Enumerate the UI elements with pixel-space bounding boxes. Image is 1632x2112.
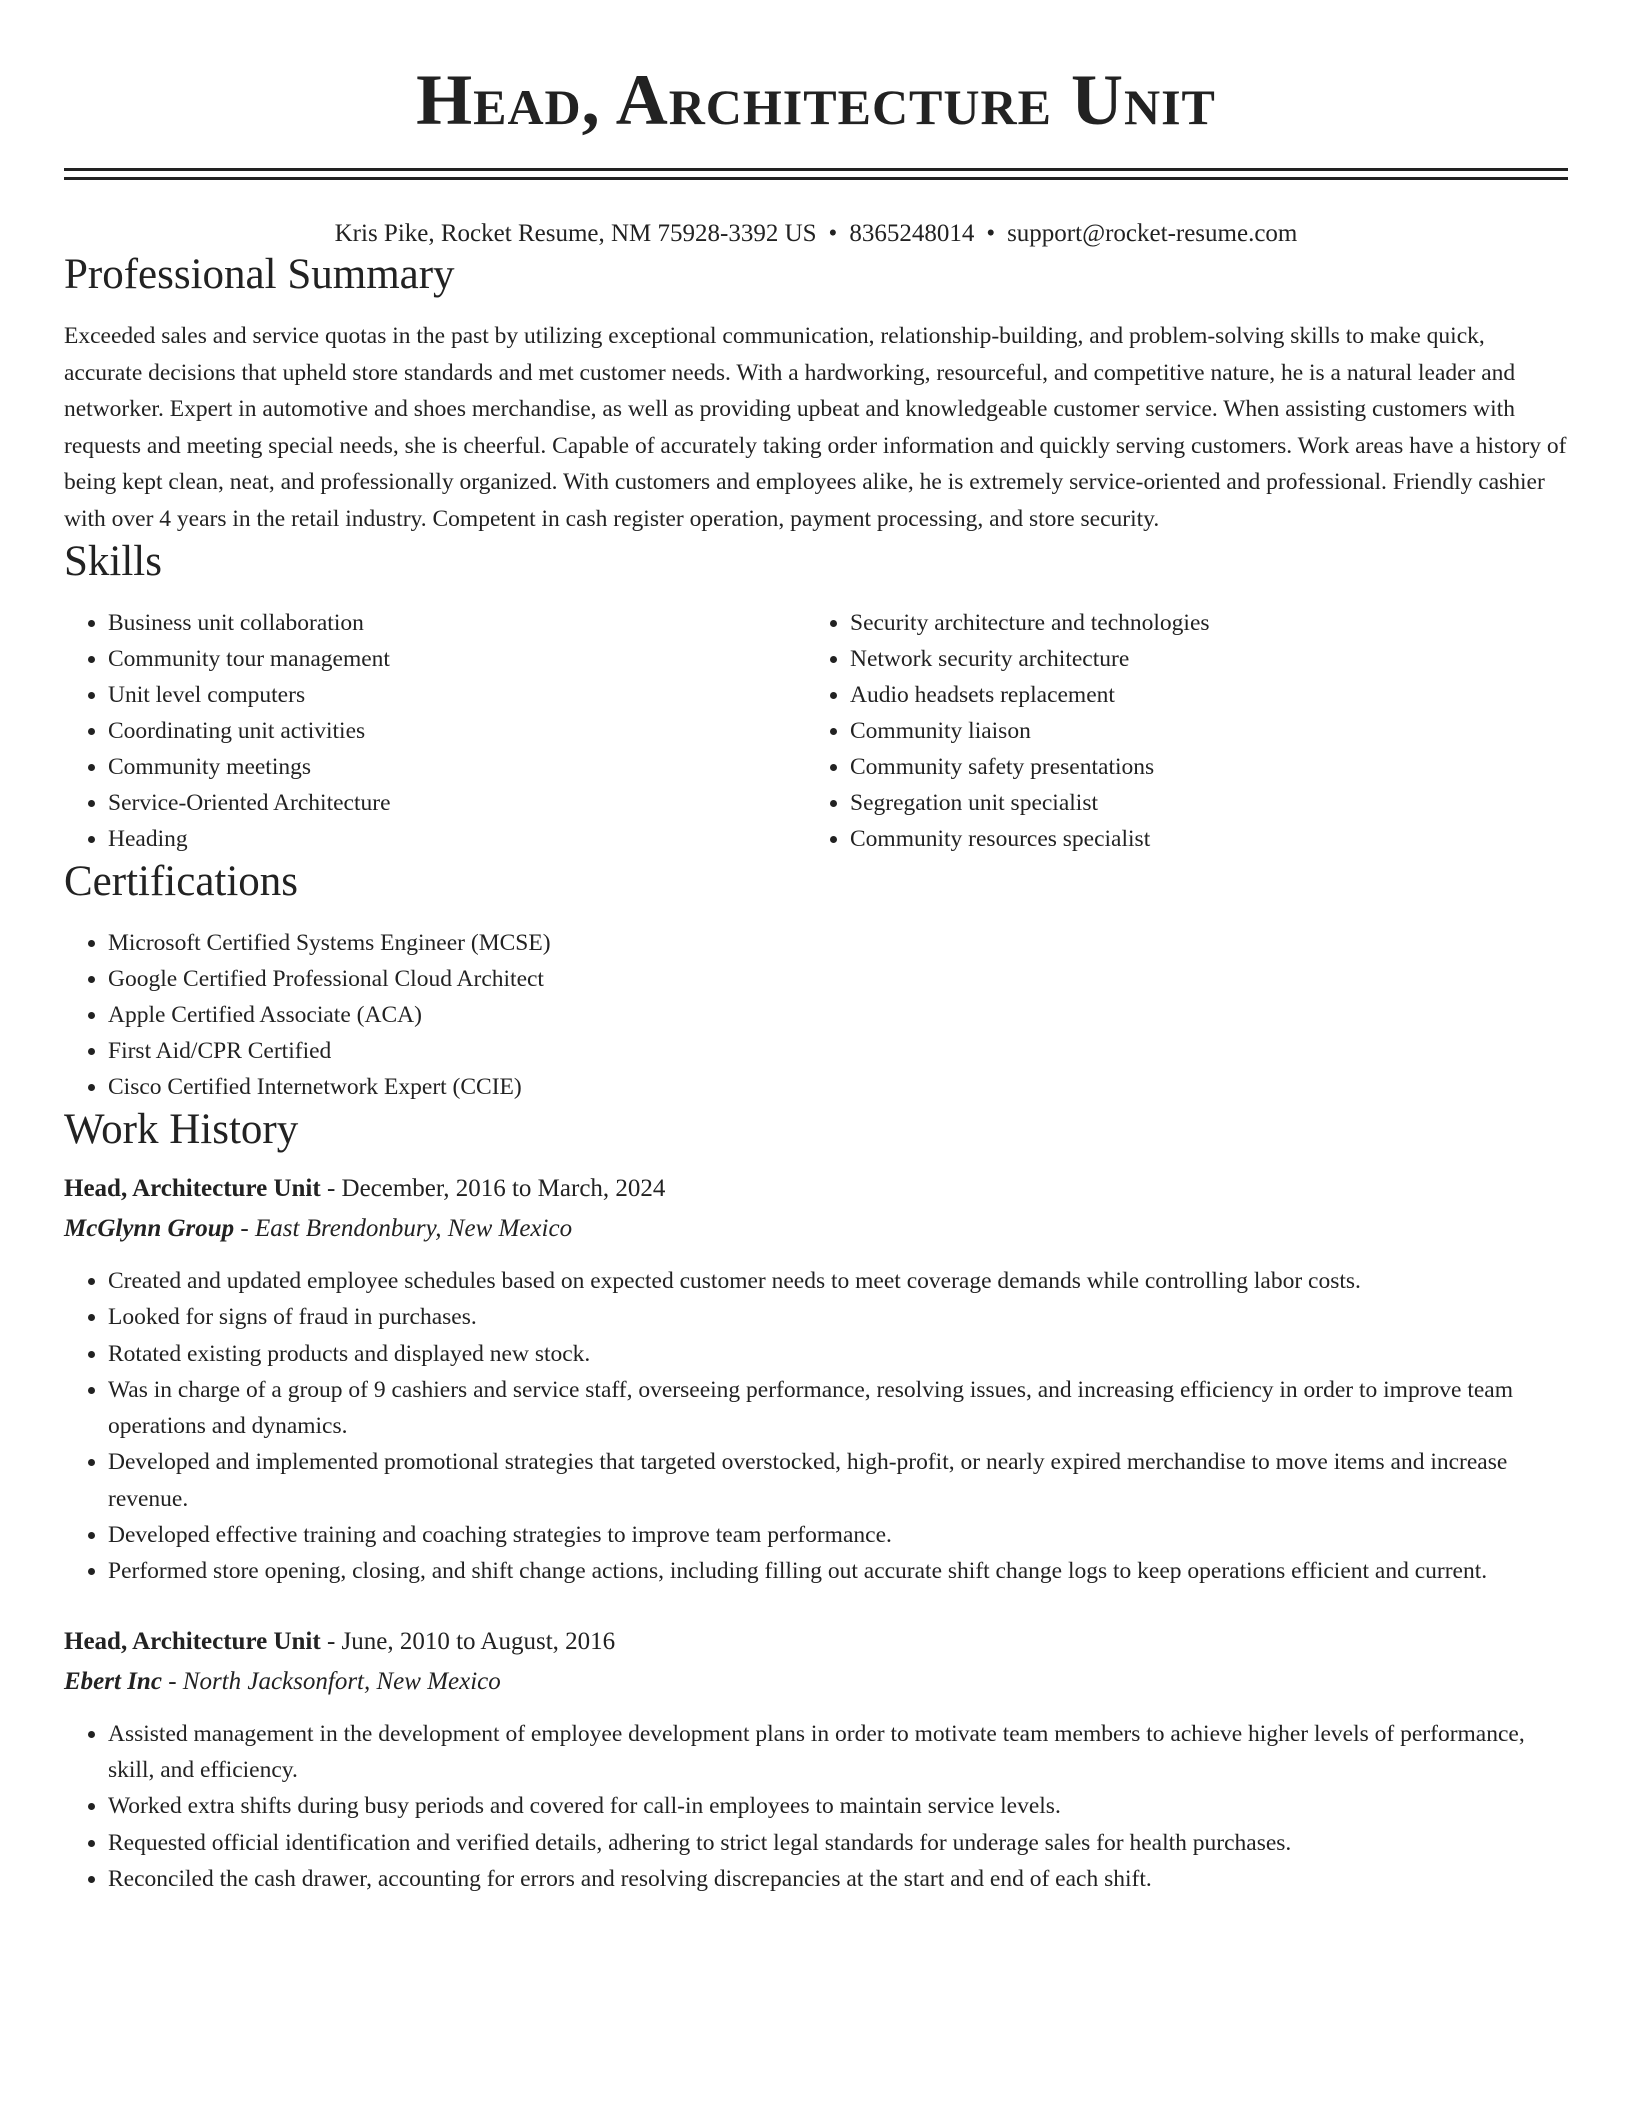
- title-divider-bottom: [64, 177, 1568, 180]
- skill-item: • Unit level computers: [108, 677, 806, 713]
- skill-item: • Community safety presentations: [850, 749, 1568, 785]
- job-title: Head, Architecture Unit: [64, 1627, 321, 1655]
- duty-item: • Created and updated employee schedules based on expected customer needs to meet coverage demands while controlling labor costs.: [108, 1263, 1568, 1299]
- skill-item: • Business unit collaboration: [108, 605, 806, 641]
- skills-heading: Skills: [64, 538, 162, 585]
- certification-item: • Google Certified Professional Cloud Architect: [108, 961, 1568, 997]
- job-entry: [64, 1626, 1568, 1897]
- work-history-heading: Work History: [64, 1106, 299, 1153]
- duty-item: • Developed effective training and coaching strategies to improve team performance.: [108, 1517, 1568, 1553]
- skill-item: • Audio headsets replacement: [850, 677, 1568, 713]
- skills-column-right: [806, 605, 1568, 857]
- duty-item: • Performed store opening, closing, and shift change actions, including filling out accurate shift change logs to keep operations efficient and current.: [108, 1553, 1568, 1589]
- skills-column-left: [64, 605, 806, 857]
- skill-item: • Coordinating unit activities: [108, 713, 806, 749]
- contact-line: [64, 218, 1568, 250]
- skill-item: • Heading: [108, 821, 806, 857]
- skill-item: • Community meetings: [108, 749, 806, 785]
- certification-item: • Cisco Certified Internetwork Expert (CCIE): [108, 1069, 1568, 1105]
- company-name: Ebert Inc: [64, 1667, 162, 1695]
- certification-item: • First Aid/CPR Certified: [108, 1033, 1568, 1069]
- duty-item: • Requested official identification and verified details, adhering to strict legal standards for underage sales for health purchases.: [108, 1825, 1568, 1861]
- job-duties: [64, 1263, 1568, 1590]
- skill-item: • Security architecture and technologies: [850, 605, 1568, 641]
- company-line: [64, 1666, 1568, 1698]
- duty-item: • Worked extra shifts during busy periods and covered for call-in employees to maintain service levels.: [108, 1788, 1568, 1824]
- skill-item: • Service-Oriented Architecture: [108, 785, 806, 821]
- job-entry: [64, 1173, 1568, 1590]
- skill-item: • Community tour management: [108, 641, 806, 677]
- contact-separator: •: [828, 220, 838, 247]
- job-dates: - December, 2016 to March, 2024: [320, 1175, 666, 1202]
- company-location: - North Jacksonfort, New Mexico: [161, 1667, 501, 1695]
- company-name: McGlynn Group: [64, 1215, 235, 1242]
- job-dates: - June, 2010 to August, 2016: [320, 1627, 616, 1655]
- certifications-heading: Certifications: [64, 858, 299, 905]
- resume-title: Head, Architecture Unit: [416, 60, 1216, 140]
- title-divider-top: [64, 168, 1568, 171]
- certification-item: • Apple Certified Associate (ACA): [108, 997, 1568, 1033]
- company-location: - East Brendonbury, New Mexico: [234, 1215, 573, 1242]
- contact-address: Kris Pike, Rocket Resume, NM 75928-3392 US: [334, 220, 817, 247]
- job-title: Head, Architecture Unit: [64, 1175, 321, 1202]
- duty-item: • Was in charge of a group of 9 cashiers and service staff, overseeing performance, resolving issues, and increasing efficiency in order to improve team operations and dynamics.: [108, 1372, 1568, 1445]
- contact-email: support@rocket-resume.com: [1007, 220, 1298, 247]
- certifications-list: [64, 925, 1568, 1105]
- job-title-line: [64, 1173, 1568, 1205]
- skill-item: • Community resources specialist: [850, 821, 1568, 857]
- certification-item: • Microsoft Certified Systems Engineer (MCSE): [108, 925, 1568, 961]
- duty-item: • Rotated existing products and displayed new stock.: [108, 1336, 1568, 1372]
- duty-item: • Assisted management in the development of employee development plans in order to motivate team members to achieve higher levels of performance, skill, and efficiency.: [108, 1716, 1568, 1789]
- job-title-line: [64, 1626, 1568, 1658]
- company-line: [64, 1213, 1568, 1245]
- skill-item: • Segregation unit specialist: [850, 785, 1568, 821]
- contact-phone: 8365248014: [849, 220, 975, 247]
- skills-list: [64, 605, 1568, 857]
- duty-item: • Reconciled the cash drawer, accounting for errors and resolving discrepancies at the start and end of each shift.: [108, 1861, 1568, 1897]
- summary-text: Exceeded sales and service quotas in the past by utilizing exceptional communication, relationship-building, and problem-solving skills to make quick, accurate decisions that upheld store standards and met customer needs. With a hardworking, resourceful, and competitive nature, he is a natural leader and networker. Expert in automotive and shoes merchandise, as well as providing upbeat and knowledgeable customer service. When assisting customers with requests and meeting special needs, she is cheerful. Capable of accurately taking order information and quickly serving customers. Work areas have a history of being kept clean, neat, and professionally organized. With customers and employees alike, he is extremely service-oriented and professional. Friendly cashier with over 4 years in the retail industry. Competent in cash register operation, payment processing, and store security.: [64, 323, 1567, 532]
- skill-item: • Community liaison: [850, 713, 1568, 749]
- job-duties: [64, 1716, 1568, 1897]
- skill-item: • Network security architecture: [850, 641, 1568, 677]
- duty-item: • Looked for signs of fraud in purchases.: [108, 1299, 1568, 1335]
- contact-separator: •: [986, 220, 996, 247]
- summary-heading: Professional Summary: [64, 251, 455, 298]
- duty-item: • Developed and implemented promotional strategies that targeted overstocked, high-profit, or nearly expired merchandise to move items and increase revenue.: [108, 1444, 1568, 1517]
